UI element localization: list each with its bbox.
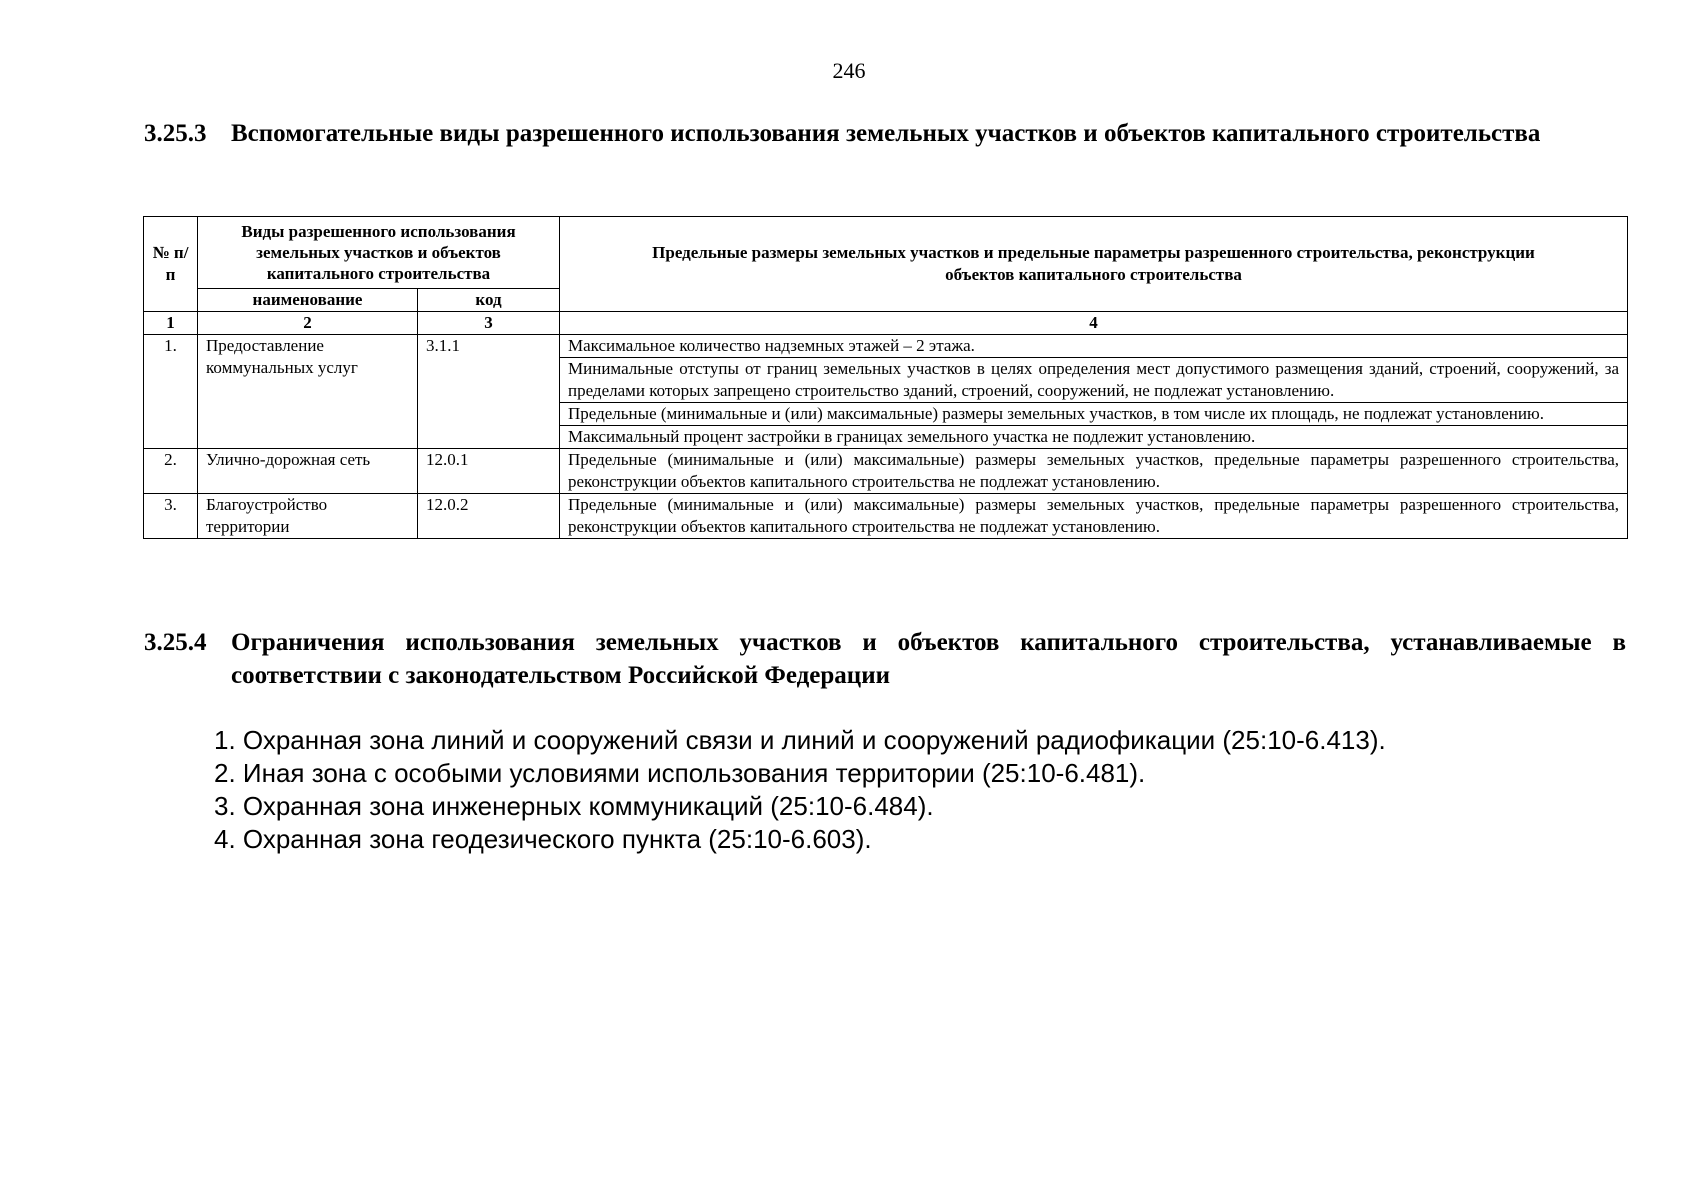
column-number-row xyxy=(144,312,1628,335)
parameter-text: Предельные (минимальные и (или) максимальные) размеры земельных участков, предельные параметры разрешенного строительства, реконструкции объектов капитального строительства не подлежат установлению. xyxy=(560,494,1628,539)
column-number: 4 xyxy=(560,312,1628,335)
parameter-text: Максимальное количество надземных этажей – 2 этажа. xyxy=(560,335,1628,358)
list-item: 1. Охранная зона линий и сооружений связи и линий и сооружений радиофикации (25:10-6.413). xyxy=(214,725,1386,755)
use-code: 12.0.1 xyxy=(418,449,560,494)
section-heading-3-25-3 xyxy=(144,117,1626,150)
header-limits: Предельные размеры земельных участков и предельные параметры разрешенного строительства, реконструкции объектов капитального строительства xyxy=(560,217,1628,312)
row-number: 1. xyxy=(144,335,198,449)
table-row xyxy=(144,494,1628,539)
parameter-text: Минимальные отступы от границ земельных участков в целях определения мест допустимого размещения зданий, строений, сооружений, за пределами которых запрещено строительство зданий, строений, сооружений, не подлежат установлению. xyxy=(560,358,1628,403)
restrictions-list xyxy=(214,724,1514,856)
row-number: 2. xyxy=(144,449,198,494)
row-number: 3. xyxy=(144,494,198,539)
header-code: код xyxy=(418,289,560,312)
list-item: 3. Охранная зона инженерных коммуникаций (25:10-6.484). xyxy=(214,791,934,821)
list-item: 2. Иная зона с особыми условиями использования территории (25:10-6.481). xyxy=(214,758,1146,788)
section-title: Ограничения использования земельных участков и объектов капитального строительства, устанавливаемые в соответствии с законодательством Российской Федерации xyxy=(231,629,1626,689)
use-name: Улично-дорожная сеть xyxy=(198,449,418,494)
header-types-group: Виды разрешенного использования земельных участков и объектов капитального строительства xyxy=(198,217,560,289)
use-code: 3.1.1 xyxy=(418,335,560,449)
permitted-use-table xyxy=(143,216,1628,539)
table-row xyxy=(144,449,1628,494)
section-number: 3.25.4 xyxy=(144,629,207,656)
column-number: 2 xyxy=(198,312,418,335)
section-title: Вспомогательные виды разрешенного использования земельных участков и объектов капитального строительства xyxy=(231,120,1541,147)
section-number: 3.25.3 xyxy=(144,120,207,147)
use-name: Благоустройство территории xyxy=(198,494,418,539)
column-number: 1 xyxy=(144,312,198,335)
use-code: 12.0.2 xyxy=(418,494,560,539)
parameter-text: Предельные (минимальные и (или) максимальные) размеры земельных участков, предельные параметры разрешенного строительства, реконструкции объектов капитального строительства не подлежат установлению. xyxy=(560,449,1628,494)
use-name: Предоставление коммунальных услуг xyxy=(198,335,418,449)
section-heading-3-25-4 xyxy=(144,626,1626,692)
header-name: наименование xyxy=(198,289,418,312)
table-row xyxy=(144,335,1628,358)
list-item: 4. Охранная зона геодезического пункта (25:10-6.603). xyxy=(214,824,872,854)
parameter-text: Максимальный процент застройки в границах земельного участка не подлежит установлению. xyxy=(560,426,1628,449)
header-no: № п/п xyxy=(144,217,198,312)
parameter-text: Предельные (минимальные и (или) максимальные) размеры земельных участков, в том числе их площадь, не подлежат установлению. xyxy=(560,403,1628,426)
page-number: 246 xyxy=(832,58,866,83)
column-number: 3 xyxy=(418,312,560,335)
